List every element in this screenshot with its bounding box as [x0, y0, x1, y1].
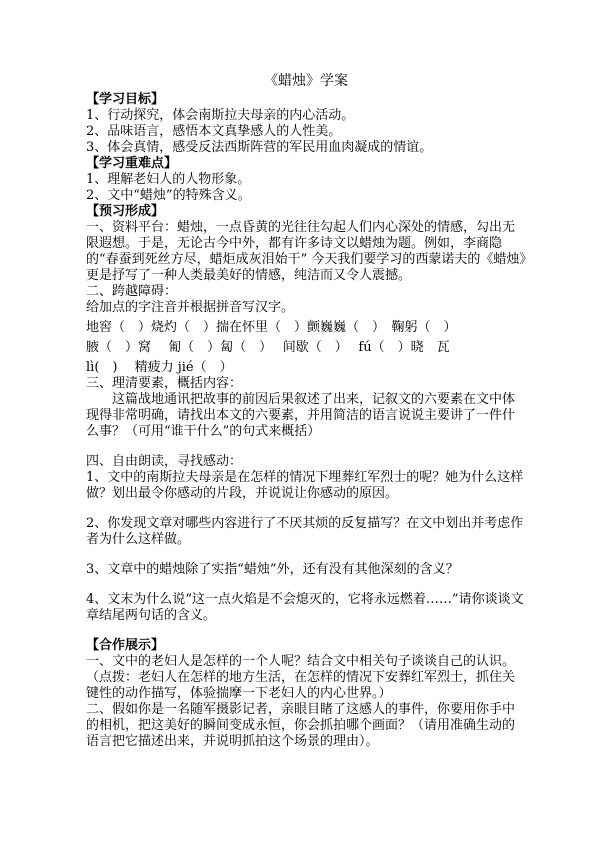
- reading-question-3: 3、文章中的蜡烛除了实指“蜡烛”外，还有没有其他深刻的含义？: [86, 562, 459, 577]
- pinyin-row-3: lì( ) 精疲力 jié（ ）: [86, 360, 233, 375]
- cooperation-question-1-number: 一、: [86, 654, 113, 669]
- worksheet-page: [86, 72, 526, 750]
- pinyin-row-1: 地窖（ ）烧灼（ ）揣在怀里（ ）颤巍巍（ ） 鞠躬（ ）: [86, 320, 457, 335]
- key-points-heading: 【学习重难点】: [86, 156, 178, 171]
- obstacle-title: 二、跨越障碍：: [86, 284, 178, 299]
- reading-question-1: 1、文中的南斯拉夫母亲是在怎样的情况下埋葬红军烈士的呢？她为什么这样做？划出最令你感动的片段，并说说让你感动的原因。: [86, 470, 524, 501]
- cooperation-hint: （点拨：老妇人在怎样的地方生活，在怎样的情况下安葬红军烈士，抓住关键性的动作描写，体验揣摩一下老妇人的内心世界。）: [86, 670, 516, 701]
- preview-heading: 【预习形成】: [86, 204, 165, 219]
- pinyin-row-2: 腋（ ）窝 匍（ ）匐（ ） 间歇（ ） fú（ ）晓 瓦: [86, 340, 450, 355]
- objective-item-2: 2、品味语言，感悟本文真挚感人的人性美。: [86, 124, 342, 139]
- objectives-heading: 【学习目标】: [86, 92, 165, 107]
- cooperation-question-2: 二、假如你是一名随军摄影记者，亲眼目睹了这感人的事件，你要用你手中的相机，把这美好的瞬间变成永恒，你会抓拍哪个画面？（请用准确生动的语言把它描述出来，并说明抓拍这个场景的理由）。: [86, 702, 516, 749]
- reading-question-4: 4、文末为什么说“这一点火焰是不会熄灭的，它将永远燃着……”请你谈谈文章结尾两句话的含义。: [86, 592, 524, 623]
- cooperation-heading: 【合作展示】: [86, 638, 165, 653]
- page-title: 《蜡烛》学案: [264, 73, 348, 89]
- reading-title: 四、自由朗读，寻找感动：: [86, 454, 243, 469]
- cooperation-question-1: [86, 654, 526, 670]
- objective-item-3: 3、体会真情，感受反法西斯阵营的军民用血肉凝成的情谊。: [86, 140, 433, 155]
- cooperation-question-1-text: 文中的老妇人是怎样的一个人呢？结合文中相关句子谈谈自己的认识。: [112, 654, 516, 669]
- key-point-item-2: 2、文中“蜡烛”的特殊含义。: [86, 188, 251, 203]
- objective-item-1: 1、行动探究，体会南斯拉夫母亲的内心活动。: [86, 108, 355, 123]
- key-point-item-1: 1、理解老妇人的人物形象。: [86, 172, 251, 187]
- resource-title: 一、资料平台：: [86, 220, 178, 235]
- obstacle-instruction: 给加点的字注音并根据拼音写汉字。: [86, 300, 295, 315]
- summary-text: 这篇战地通讯把故事的前因后果叙述了出来，记叙文的六要素在文中体现得非常明确，请找出本文的六要素，并用简洁的语言说说主要讲了一件什么事？（可用“谁干什么”的句式来概括）: [86, 392, 516, 439]
- resource-text: 蜡烛，一点昏黄的光往往勾起人们内心深处的情感，勾出无限遐想。于是，无论古今中外，都有许多诗文以蜡烛为题。例如，李商隐的“春蚕到死丝方尽，蜡炬成灰泪始干” 今天我们要学习的西蒙诺夫的《蜡烛》更是抒写了一种人类最美好的情感，纯洁而又令人震撼。: [86, 220, 526, 283]
- summary-title: 三、理清要素，概括内容：: [86, 376, 243, 391]
- reading-question-2: 2、你发现文章对哪些内容进行了不厌其烦的反复描写？在文中划出并考虑作者为什么这样做。: [86, 516, 524, 547]
- resource-paragraph: [86, 220, 526, 284]
